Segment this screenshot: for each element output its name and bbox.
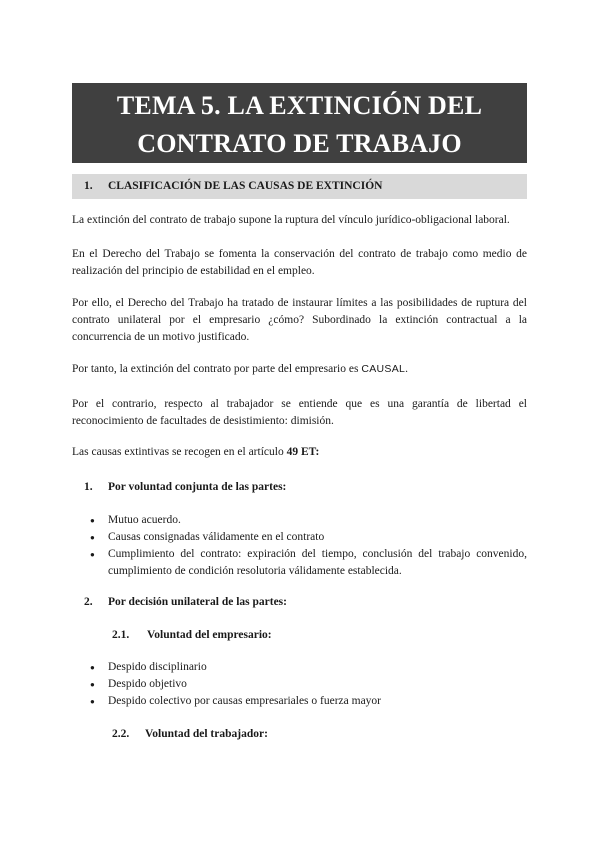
sublist-2-1-number: 2.1. [112, 629, 130, 641]
paragraph-6 [72, 444, 527, 461]
paragraph-2: En el Derecho del Trabajo se fomenta la conservación del contrato de trabajo como medio de realización del principio de estabilidad en el empleo. [72, 248, 527, 277]
paragraph-6-text: Las causas extintivas se recogen en el artículo [72, 446, 287, 458]
paragraph-4-text: Por tanto, la extinción del contrato por parte del empresario es [72, 363, 362, 375]
paragraph-5: Por el contrario, respecto al trabajador se entiende que es una garantía de libertad el reconocimiento de facultades de desistimiento: dimisión. [72, 398, 527, 427]
title-line-1: TEMA 5. LA EXTINCIÓN DEL [116, 91, 483, 120]
list-2-number: 2. [84, 596, 93, 608]
sublist-2-2-number: 2.2. [112, 728, 130, 740]
section-number: 1. [84, 180, 93, 192]
list-item: ● Despido colectivo por causas empresariales o fuerza mayor [72, 693, 527, 710]
list-item: ● Despido objetivo [72, 676, 527, 693]
paragraph-4-end: . [405, 363, 409, 375]
sublist-2-1-title: Voluntad del empresario: [147, 629, 272, 641]
paragraph-1: La extinción del contrato de trabajo supone la ruptura del vínculo jurídico-obligacional laboral. [72, 214, 510, 226]
sublist-2-1-items [72, 659, 527, 710]
list-item: ● Causas consignadas válidamente en el contrato [72, 529, 527, 546]
sublist-2-2-title: Voluntad del trabajador: [145, 728, 268, 740]
title-line-2: CONTRATO DE TRABAJO [137, 129, 462, 158]
list-item: ● Cumplimiento del contrato: expiración del tiempo, conclusión del trabajo convenido, cumplimiento de condición resolutoria válidamente establecida. [72, 546, 527, 580]
document-title [72, 83, 527, 163]
section-heading: CLASIFICACIÓN DE LAS CAUSAS DE EXTINCIÓN [108, 180, 383, 192]
paragraph-4 [72, 361, 527, 378]
article-reference: 49 ET: [286, 446, 320, 458]
causal-term: CAUSAL [361, 363, 406, 375]
list-1-number: 1. [84, 481, 93, 493]
list-1-title: Por voluntad conjunta de las partes: [108, 481, 287, 493]
list-2-title: Por decisión unilateral de las partes: [108, 596, 287, 608]
paragraph-3: Por ello, el Derecho del Trabajo ha tratado de instaurar límites a las posibilidades de ruptura del contrato unilateral por el empresario ¿cómo? Subordinado la extinción contractual a la concurrencia de un motivo justificado. [72, 297, 527, 343]
section-heading-bar [72, 174, 527, 199]
list-item: ● Mutuo acuerdo. [72, 512, 527, 529]
list-item: ● Despido disciplinario [72, 659, 527, 676]
list-1-items [72, 512, 527, 580]
